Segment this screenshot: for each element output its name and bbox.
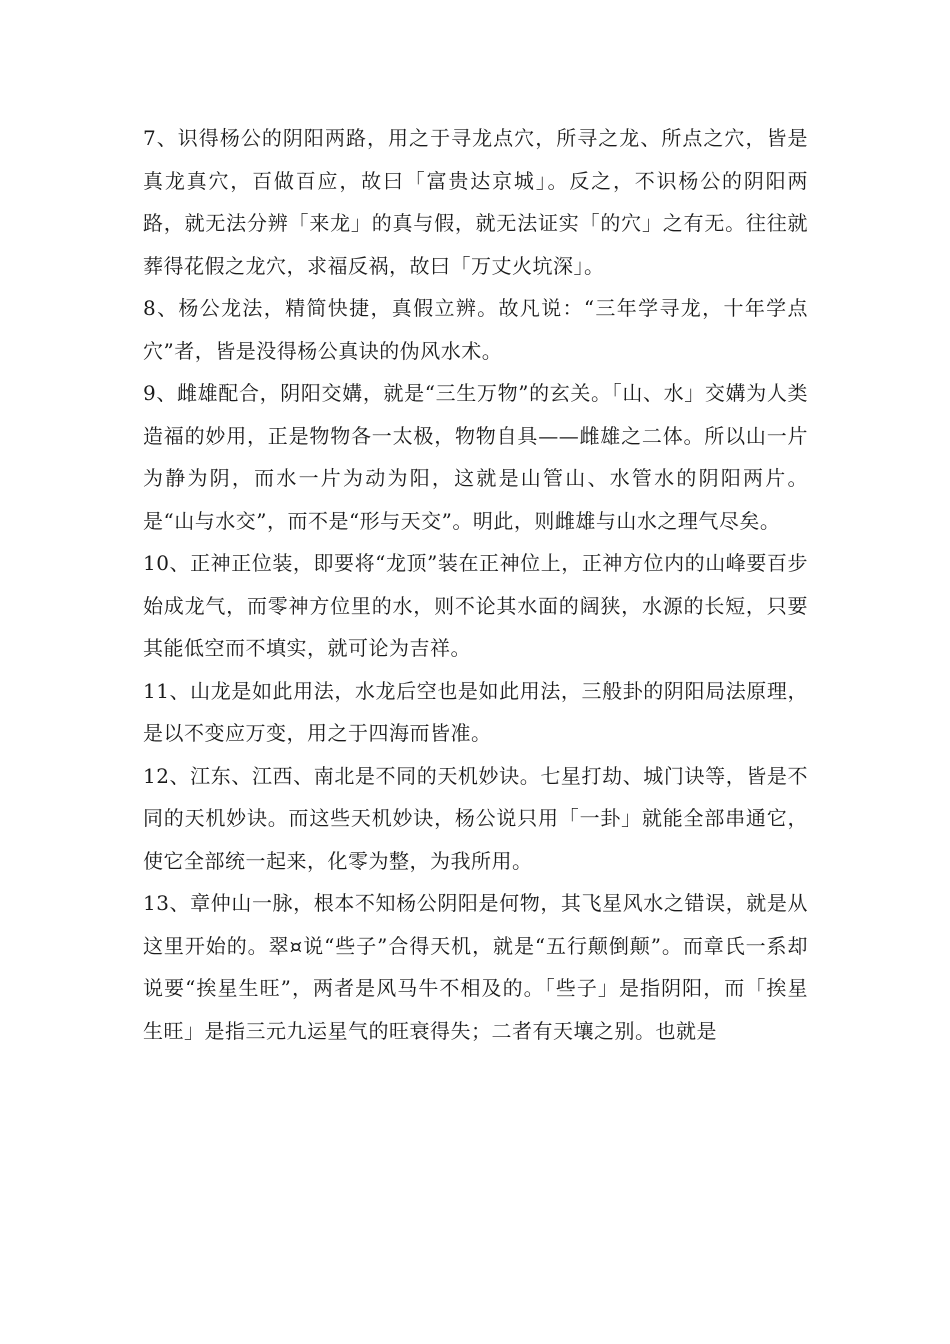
document-body xyxy=(143,117,808,1052)
paragraph-11: 11、山龙是如此用法，水龙后空也是如此用法，三般卦的阴阳局法原理，是以不变应万变，用之于四海而皆准。 xyxy=(143,678,808,745)
paragraph-12: 12、江东、江西、南北是不同的天机妙诀。七星打劫、城门诀等，皆是不同的天机妙诀。而这些天机妙诀，杨公说只用「一卦」就能全部串通它，使它全部统一起来，化零为整，为我所用。 xyxy=(143,763,808,873)
paragraph-13: 13、章仲山一脉，根本不知杨公阴阳是何物，其飞星风水之错误，就是从这里开始的。翠¤说“些子”合得天机，就是“五行颠倒颠”。而章氏一系却说要“挨星生旺”，两者是风马牛不相及的。「些子」是指阴阳，而「挨星生旺」是指三元九运星气的旺衰得失；二者有天壤之别。也就是 xyxy=(143,891,808,1043)
paragraph-9: 9、雌雄配合，阴阳交媾，就是“三生万物”的玄关。「山、水」交媾为人类造福的妙用，正是物物各一太极，物物自具——雌雄之二体。所以山一片为静为阴，而水一片为动为阳，这就是山管山、水管水的阴阳两片。是“山与水交”，而不是“形与天交”。明此，则雌雄与山水之理气尽矣。 xyxy=(143,381,808,533)
paragraph-7: 7、识得杨公的阴阳两路，用之于寻龙点穴，所寻之龙、所点之穴，皆是真龙真穴，百做百应，故曰「富贵达京城」。反之，不识杨公的阴阳两路，就无法分辨「来龙」的真与假，就无法证实「的穴」之有无。往往就葬得花假之龙穴，求福反祸，故曰「万丈火坑深」。 xyxy=(143,126,808,278)
paragraph-10: 10、正神正位装，即要将“龙顶”装在正神位上，正神方位内的山峰要百步始成龙气，而零神方位里的水，则不论其水面的阔狭，水源的长短，只要其能低空而不填实，就可论为吉祥。 xyxy=(143,551,808,660)
paragraph-8: 8、杨公龙法，精简快捷，真假立辨。故凡说：“三年学寻龙，十年学点穴”者，皆是没得杨公真诀的伪风水术。 xyxy=(143,296,808,363)
